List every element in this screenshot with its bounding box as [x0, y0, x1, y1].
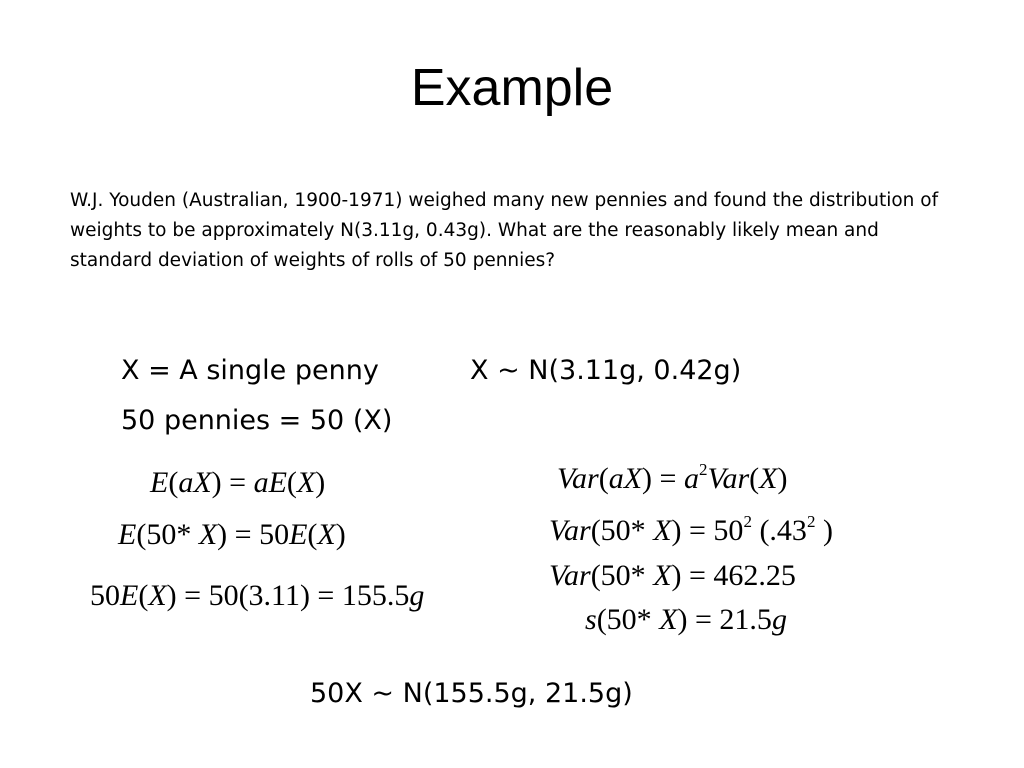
slide-title: Example — [410, 59, 614, 117]
mean-applied-equation: E(50* X) = 50E(X) — [118, 518, 346, 551]
single-penny-distribution: X ~ N(3.11g, 0.42g) — [470, 355, 742, 386]
sd-result-equation: s(50* X) = 21.5g — [585, 603, 787, 636]
fifty-pennies-relation: 50 pennies = 50 (X) — [121, 405, 393, 436]
problem-statement: W.J. Youden (Australian, 1900-1971) weighed many new pennies and found the distribution of weights to be approximately N(3.11g, 0.43g). What are the reasonably likely mean and standard deviation of weights of rolls of 50 pennies? — [70, 190, 939, 271]
variance-rule-equation: $Var(aX) = a^2Var(X)$ — [557, 460, 788, 495]
mean-rule-equation: E(aX) = aE(X) — [150, 466, 326, 499]
variance-applied-equation: Var(50* $X) = 50^2$ ($.43^2$ ) — [549, 512, 833, 547]
mean-result-equation: 50E(X) = 50(3.11) = 155.5g — [90, 579, 425, 612]
single-penny-definition: X = A single penny — [121, 355, 379, 386]
conclusion-distribution: 50X ~ N(155.5g, 21.5g) — [310, 678, 633, 709]
variance-result-equation: Var(50* X) = 462.25 — [549, 559, 796, 592]
